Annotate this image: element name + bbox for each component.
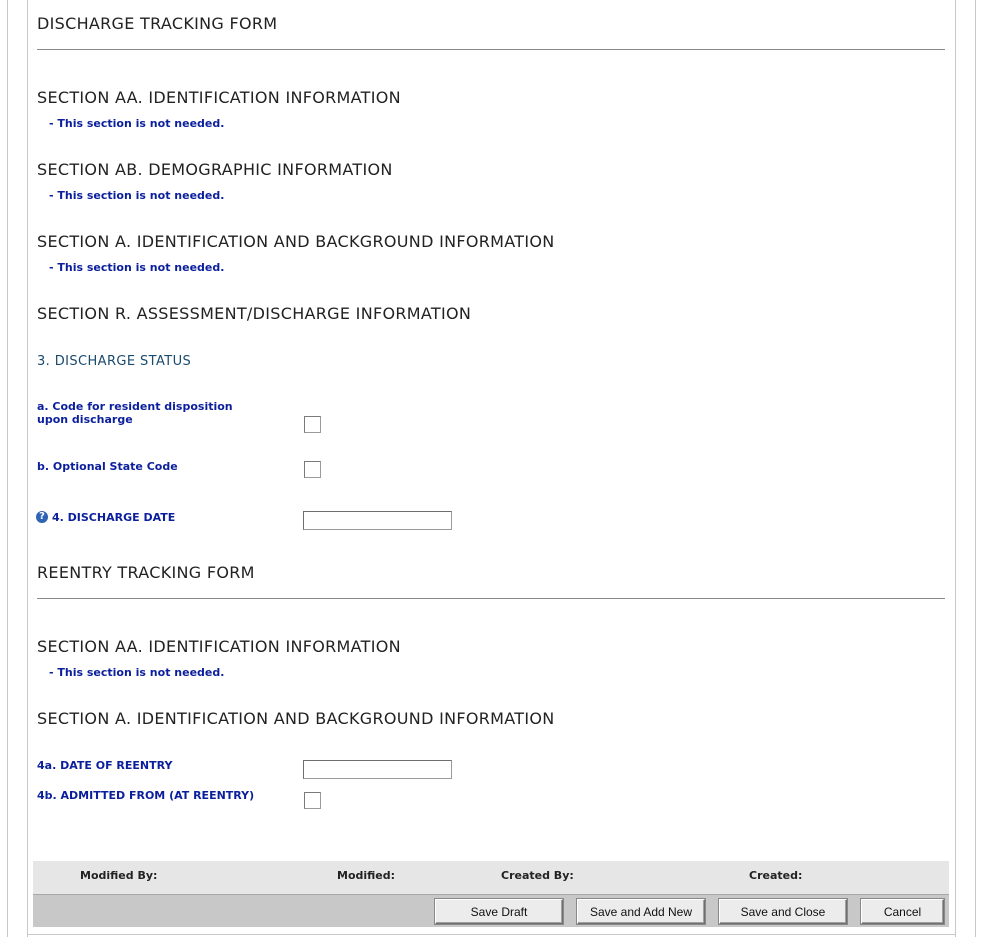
reentry-form-title: REENTRY TRACKING FORM [37,563,255,582]
discharge-form-title: DISCHARGE TRACKING FORM [37,14,278,33]
discharge-date-input[interactable] [303,511,452,530]
field-b-checkbox[interactable] [304,461,321,478]
audit-info-bar [33,861,949,894]
outer-border-left [7,0,8,937]
field-a-label: a. Code for resident disposition upon discharge [37,400,233,426]
discharge-status-subheading: 3. DISCHARGE STATUS [37,354,192,369]
discharge-date-label: 4. DISCHARGE DATE [52,511,176,524]
save-draft-button[interactable]: Save Draft [435,899,563,924]
admitted-from-label: 4b. ADMITTED FROM (AT REENTRY) [37,789,255,802]
cancel-button[interactable]: Cancel [861,899,944,924]
field-b-label: b. Optional State Code [37,460,178,473]
modified-by-label: Modified By: [80,869,158,882]
reentry-section-aa-title: SECTION AA. IDENTIFICATION INFORMATION [37,637,401,656]
section-a-title: SECTION A. IDENTIFICATION AND BACKGROUND INFORMATION [37,232,555,251]
action-button-bar [33,894,949,927]
created-by-label: Created By: [501,869,574,882]
date-of-reentry-label: 4a. DATE OF REENTRY [37,759,173,772]
section-aa-note: - This section is not needed. [49,117,225,130]
save-and-add-new-button[interactable]: Save and Add New [577,899,705,924]
section-r-title: SECTION R. ASSESSMENT/DISCHARGE INFORMATION [37,304,472,323]
section-ab-note: - This section is not needed. [49,189,225,202]
inner-border-left [27,0,28,937]
inner-border-right [955,0,956,937]
reentry-section-a-title: SECTION A. IDENTIFICATION AND BACKGROUND INFORMATION [37,709,555,728]
reentry-form-divider [37,598,945,599]
section-a-note: - This section is not needed. [49,261,225,274]
outer-border-right [975,0,976,937]
admitted-from-checkbox[interactable] [304,792,321,809]
section-aa-title: SECTION AA. IDENTIFICATION INFORMATION [37,88,401,107]
created-label: Created: [749,869,803,882]
bottom-border [27,934,956,935]
reentry-section-aa-note: - This section is not needed. [49,666,225,679]
section-ab-title: SECTION AB. DEMOGRAPHIC INFORMATION [37,160,393,179]
field-a-checkbox[interactable] [304,416,321,433]
date-of-reentry-input[interactable] [303,760,452,779]
save-and-close-button[interactable]: Save and Close [719,899,847,924]
help-icon[interactable]: ? [36,511,48,523]
modified-label: Modified: [337,869,396,882]
discharge-form-divider [37,49,945,50]
